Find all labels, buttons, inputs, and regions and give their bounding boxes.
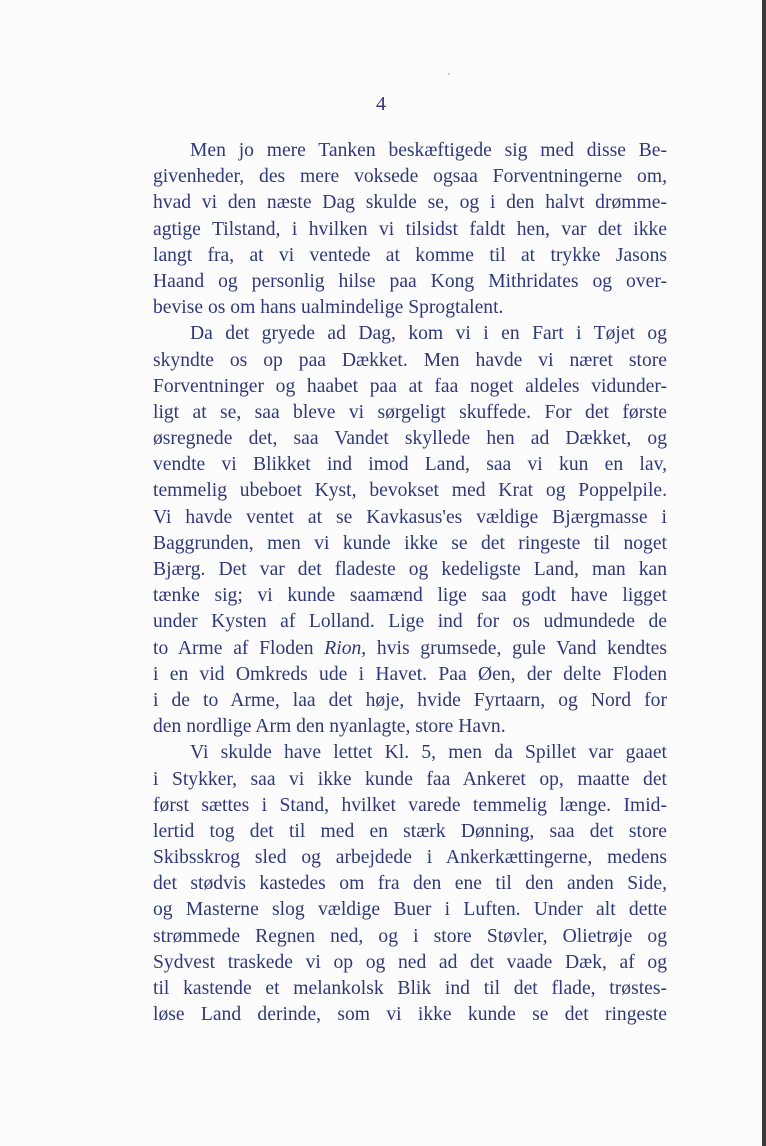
text-line: først sættes i Stand, hvilket varede temmelig længe. Imid- bbox=[153, 794, 667, 816]
text-line: under Kysten af Lolland. Lige ind for os udmundede de bbox=[153, 611, 667, 633]
text-line: Baggrunden, men vi kunde ikke se det ringeste til noget bbox=[153, 532, 667, 554]
text-line: den nordlige Arm den nyanlagte, store Havn. bbox=[153, 716, 506, 738]
body-text bbox=[153, 138, 667, 1028]
text-line: hvad vi den næste Dag skulde se, og i den halvt drømme- bbox=[153, 192, 667, 214]
text-line: Skibsskrog sled og arbejdede i Ankerkættingerne, medens bbox=[153, 847, 667, 869]
text-line: øsregnede det, saa Vandet skyllede hen ad Dækket, og bbox=[153, 428, 667, 450]
text-line: Da det gryede ad Dag, kom vi i en Fart i Tøjet og bbox=[190, 323, 667, 345]
text-line: Vi skulde have lettet Kl. 5, men da Spillet var gaaet bbox=[190, 742, 667, 764]
text-line: temmelig ubeboet Kyst, bevokset med Krat og Poppelpile. bbox=[153, 480, 667, 502]
text-line: Bjærg. Det var det fladeste og kedeligste Land, man kan bbox=[153, 559, 667, 580]
text-line: lertid tog det til med en stærk Dønning, saa det store bbox=[153, 820, 667, 842]
text-line: løse Land derinde, som vi ikke kunde se det ringeste bbox=[153, 1004, 667, 1026]
text-line: det stødvis kastedes om fra den ene til den anden Side, bbox=[153, 873, 667, 895]
text-line: bevise os om hans ualmindelige Sprogtalent. bbox=[153, 297, 504, 319]
text-line: strømmede Regnen ned, og i store Støvler, Olietrøje og bbox=[153, 925, 667, 947]
text-line: Sydvest traskede vi op og ned ad det vaade Dæk, af og bbox=[153, 951, 667, 973]
text-line: i Stykker, saa vi ikke kunde faa Ankeret op, maatte det bbox=[153, 768, 667, 790]
text-segment: to Arme af Floden bbox=[153, 637, 325, 659]
text-line: i en vid Omkreds ude i Havet. Paa Øen, der delte Floden bbox=[153, 663, 667, 685]
page-edge bbox=[762, 0, 766, 1146]
page-number: 4 bbox=[376, 93, 386, 115]
text-line: til kastende et melankolsk Blik ind til det flade, trøstes- bbox=[153, 978, 667, 999]
text-line bbox=[153, 636, 667, 662]
text-line: givenheder, des mere voksede ogsaa Forventningerne om, bbox=[153, 166, 667, 188]
text-line: i de to Arme, laa det høje, hvide Fyrtaarn, og Nord for bbox=[153, 689, 667, 711]
text-line: vendte vi Blikket ind imod Land, saa vi kun en lav, bbox=[153, 454, 667, 476]
text-line: Haand og personlig hilse paa Kong Mithridates og over- bbox=[153, 270, 667, 292]
text-line: langt fra, at vi ventede at komme til at trykke Jasons bbox=[153, 244, 667, 266]
text-line: og Masterne slog vældige Buer i Luften. Under alt dette bbox=[153, 899, 667, 921]
text-line: agtige Tilstand, i hvilken vi tilsidst faldt hen, var det ikke bbox=[153, 218, 667, 240]
text-line: tænke sig; vi kunde saamænd lige saa godt have ligget bbox=[153, 585, 667, 607]
text-line: skyndte os op paa Dækket. Men havde vi næret store bbox=[153, 349, 667, 371]
text-line: Vi havde ventet at se Kavkasus'es vældige Bjærgmasse i bbox=[153, 506, 667, 528]
paper-speck bbox=[448, 73, 450, 75]
text-line: ligt at se, saa bleve vi sørgeligt skuffede. For det første bbox=[153, 401, 667, 423]
text-segment: hvis grumsede, gule Vand kendtes bbox=[366, 637, 667, 659]
text-line: Forventninger og haabet paa at faa noget aldeles vidunder- bbox=[153, 375, 667, 397]
italic-place-name: Rion, bbox=[324, 637, 367, 659]
text-line: Men jo mere Tanken beskæftigede sig med disse Be- bbox=[190, 140, 667, 161]
